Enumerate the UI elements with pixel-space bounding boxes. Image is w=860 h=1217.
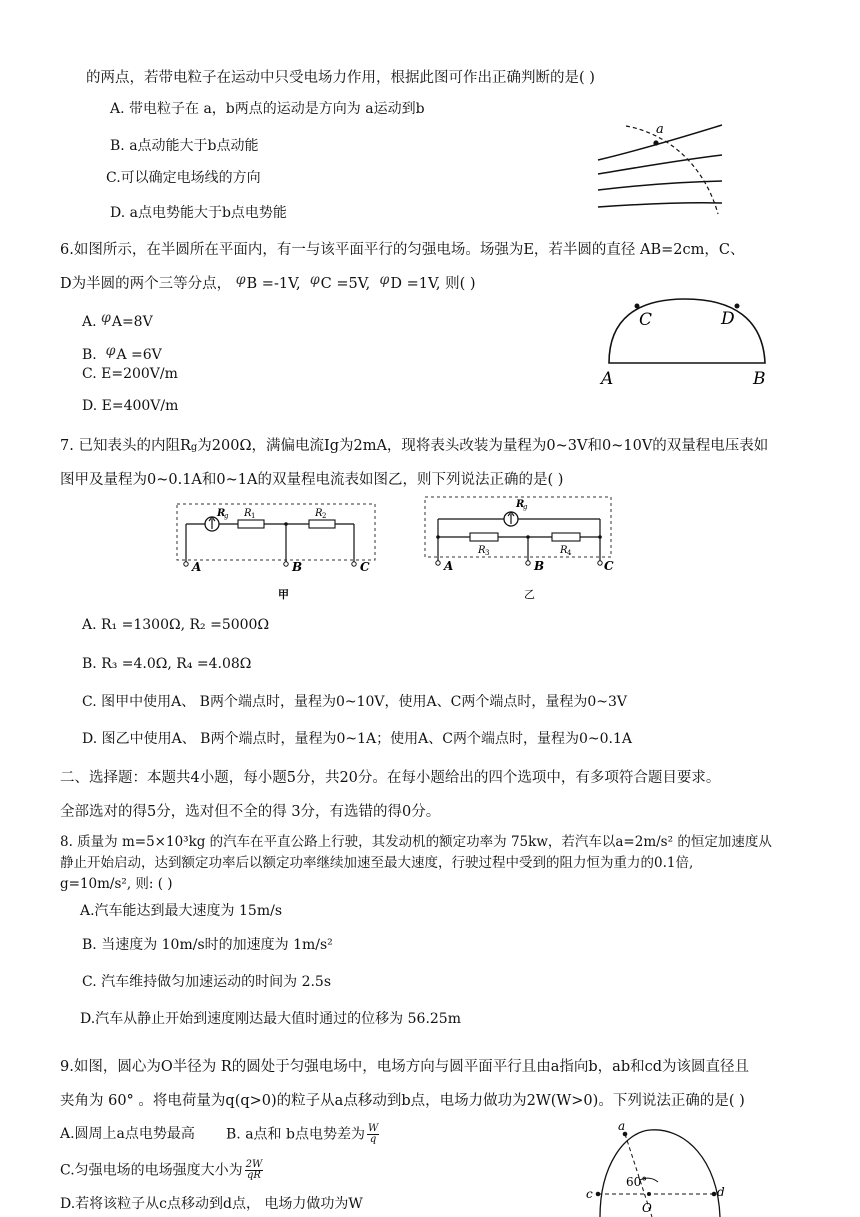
caption-jia: 甲 (278, 588, 289, 601)
svg-text:R: R (315, 508, 323, 519)
q7-stem-line1: 7. 已知表头的内阻Rg为200Ω，满偏电流Ig为2mA，现将表头改装为量程为0~3V和0~10V的双量程电压表如 (60, 438, 769, 454)
q8-option-d: D.汽车从静止开始到速度刚达最大值时通过的位移为 56.25m (80, 1011, 461, 1027)
svg-text:g: g (224, 512, 229, 520)
point-a (653, 140, 658, 145)
label-d: D (721, 309, 735, 329)
svg-text:3: 3 (485, 549, 490, 557)
circle-arc (600, 1130, 720, 1217)
dashed-box (177, 504, 375, 560)
resistor-r1 (238, 520, 264, 528)
q9-option-d: D.若将该粒子从c点移动到d点， 电场力做功为W (60, 1196, 363, 1212)
svg-text:1: 1 (251, 512, 256, 520)
q6-option-d: D. E=400V/m (82, 398, 179, 414)
q7-option-d: D. 图乙中使用A、 B两个端点时，量程为0~1A；使用A、C两个端点时，量程为0~0.1A (82, 731, 632, 747)
q8-option-b: B. 当速度为 10m/s时的加速度为 1m/s² (82, 937, 333, 953)
label-angle: 60° (626, 1175, 648, 1189)
q6-option-a: A. φA=8V (82, 310, 153, 330)
q7-option-c: C. 图甲中使用A、 B两个端点时，量程为0~10V，使用A、C两个端点时，量程为0~3V (82, 694, 628, 710)
label-a: a (618, 1120, 626, 1133)
trajectory-dashed (626, 126, 718, 214)
q8-option-a: A.汽车能达到最大速度为 15m/s (80, 903, 283, 919)
svg-text:B: B (292, 560, 303, 574)
point-c (635, 304, 640, 309)
semicircle (609, 299, 765, 363)
label-c: c (586, 1187, 593, 1201)
q8-stem-line1: 8. 质量为 m=5×10³kg 的汽车在平直公路上行驶，其发动机的额定功率为 75kw，若汽车以a=2m/s² 的恒定加速度从 (60, 834, 772, 850)
label-b: B (753, 369, 766, 389)
label-c: C (639, 310, 653, 330)
svg-text:R: R (244, 508, 252, 519)
q9-stem-line1: 9.如图，圆心为O半径为 R的圆处于匀强电场中，电场方向与圆平面平行且由a指向b，ab和cd为该圆直径且 (60, 1059, 750, 1075)
q6-semicircle-figure (595, 293, 775, 393)
svg-text:A: A (192, 560, 202, 574)
resistor-r2 (309, 520, 335, 528)
resistor-r3 (470, 533, 498, 541)
q5-option-d: D. a点电势能大于b点电势能 (110, 205, 287, 221)
q5-field-line-figure (590, 112, 730, 220)
field-line-3 (598, 181, 722, 190)
q7-voltmeter-circuit-jia (172, 498, 382, 608)
resistor-r4 (552, 533, 580, 541)
q6-stem-line1: 6.如图所示，在半圆所在平面内，有一与该平面平行的匀强电场。场强为E，若半圆的直径 AB=2cm，C、 (60, 242, 745, 258)
q5-option-c: C.可以确定电场线的方向 (106, 170, 261, 186)
section2-heading-line2: 全部选对的得5分，选对但不全的得 3分，有选错的得0分。 (60, 804, 441, 820)
label-d: d (717, 1185, 725, 1199)
q7-option-a: A. R₁ =1300Ω, R₂ =5000Ω (82, 617, 270, 633)
label-o: O (642, 1201, 652, 1215)
q7-stem-line2: 图甲及量程为0~0.1A和0~1A的双量程电流表如图乙，则下列说法正确的是( ) (60, 472, 564, 488)
q8-stem-line3: g=10m/s², 则: ( ) (60, 876, 173, 892)
q9-option-a: A.圆周上a点电势最高 (60, 1126, 195, 1142)
field-line-2 (598, 155, 722, 174)
q6-stem-line2: D为半圆的两个三等分点， φB =-1V, φC =5V, φD =1V, 则( ) (60, 272, 476, 292)
point-d (735, 304, 740, 309)
svg-text:A: A (444, 559, 454, 573)
svg-text:2: 2 (322, 512, 327, 520)
q9-option-c: C.匀强电场的电场强度大小为 $\frac{2W}{qR}$ (60, 1159, 263, 1181)
svg-text:C: C (604, 559, 614, 573)
q6-option-b: B. φA =6V (82, 343, 162, 363)
svg-text:R: R (560, 545, 568, 556)
q7-option-b: B. R₃ =4.0Ω, R₄ =4.08Ω (82, 656, 252, 672)
q5-option-b: B. a点动能大于b点动能 (110, 138, 259, 154)
svg-text:R: R (478, 545, 486, 556)
svg-text:4: 4 (567, 549, 572, 557)
field-line-4 (598, 203, 722, 207)
label-a: a (656, 122, 664, 137)
q6-option-c: C. E=200V/m (82, 366, 178, 382)
q5-stem: 的两点，若带电粒子在运动中只受电场力作用，根据此图可作出正确判断的是( ) (86, 70, 595, 86)
q9-option-b: B. a点和 b点电势差为 $\frac{W}{q}$ (226, 1123, 379, 1145)
caption-yi: 乙 (524, 588, 535, 601)
svg-text:C: C (360, 560, 370, 574)
q8-stem-line2: 静止开始启动，达到额定功率后以额定功率继续加速至最大速度，行驶过程中受到的阻力恒为重力的0.1倍, (60, 855, 694, 871)
q9-stem-line2: 夹角为 60° 。将电荷量为q(q>0)的粒子从a点移动到b点，电场力做功为2W(W>0)。下列说法正确的是( ) (60, 1093, 745, 1109)
section2-heading-line1: 二、选择题：本题共4小题，每小题5分，共20分。在每小题给出的四个选项中，有多项符合题目要求。 (60, 770, 721, 786)
svg-text:R: R (516, 499, 525, 510)
label-a: A (601, 369, 614, 389)
svg-text:R: R (217, 508, 226, 519)
q9-circle-figure (580, 1120, 740, 1217)
svg-text:g: g (523, 503, 528, 511)
q7-ammeter-circuit-yi (420, 493, 620, 605)
q8-option-c: C. 汽车维持做匀加速运动的时间为 2.5s (82, 974, 332, 990)
svg-text:B: B (534, 559, 545, 573)
q5-option-a: A. 带电粒子在 a，b两点的运动是方向为 a运动到b (110, 101, 425, 117)
